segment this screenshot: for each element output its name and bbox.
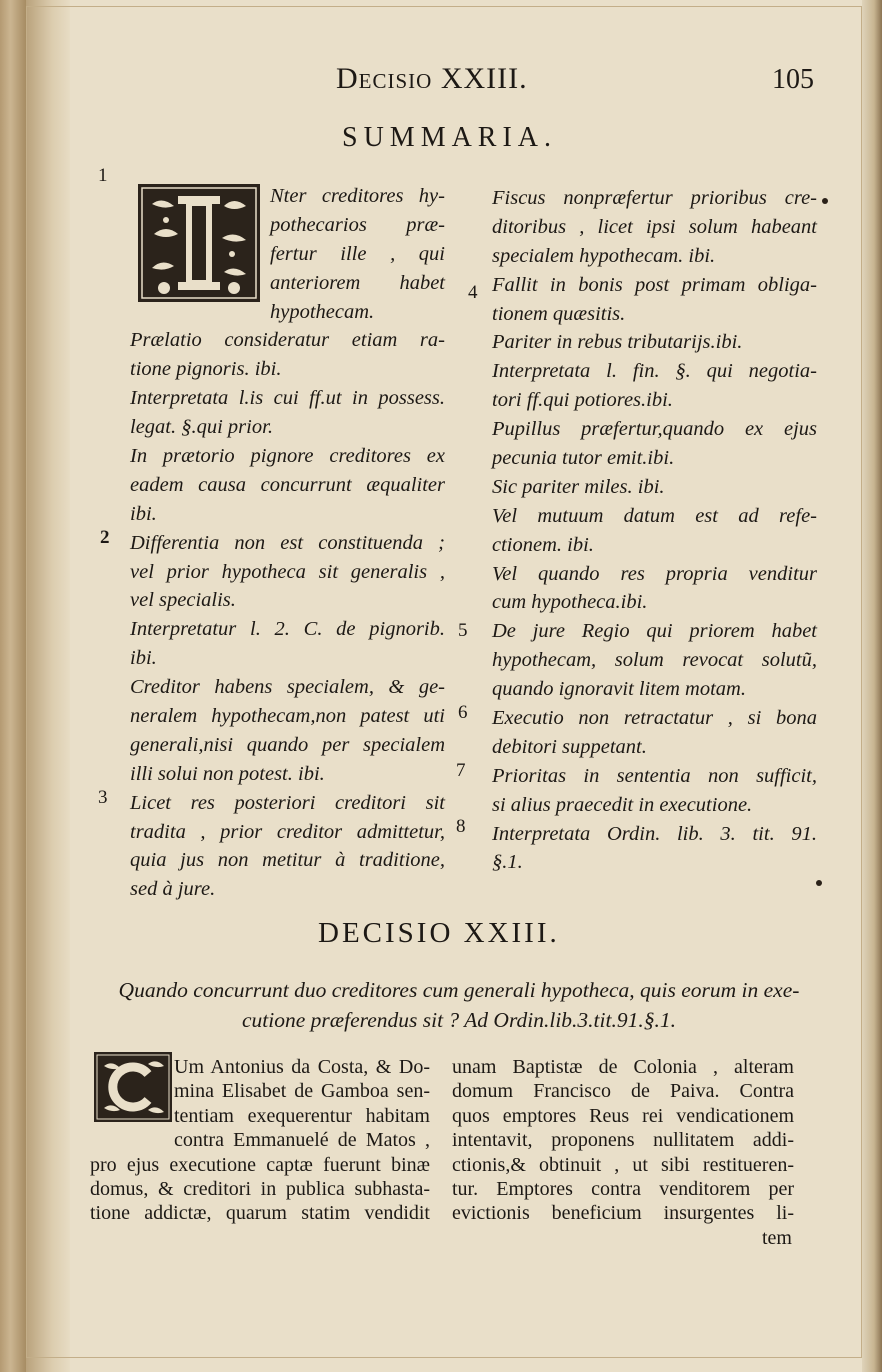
margin-number-4: 4 [468, 282, 478, 303]
margin-number-2: 2 [100, 527, 110, 548]
decision-body-left [90, 1055, 430, 1226]
summary-line: quando ignoravit litem motam. [492, 678, 746, 701]
summary-line: Interpretata l.is cui ff.ut in possess. [130, 387, 445, 410]
summary-line: De jure Regio qui priorem habet [492, 620, 817, 643]
decision-question [96, 975, 822, 1035]
summary-line: hypothecam, solum revocat solutũ, [492, 649, 817, 672]
summary-line: Pariter in rebus tributarijs.ibi. [492, 331, 743, 354]
question-line: cutione præferendus sit ? Ad Ordin.lib.3.tit.91.§.1. [242, 1008, 676, 1032]
margin-number-8: 8 [456, 816, 466, 837]
summaria-left-column [130, 182, 445, 904]
summary-line: Interpretatur l. 2. C. de pignorib. [130, 618, 445, 641]
summary-line: Vel mutuum datum est ad refe- [492, 504, 817, 527]
page-gutter [26, 0, 70, 1372]
body-line: tentiam exequerentur habitam [174, 1104, 430, 1127]
summary-line: quia jus non metitur à traditione, [130, 849, 445, 872]
summary-line: §.1. [492, 851, 523, 874]
body-line: unam Baptistæ de Colonia , alteram [452, 1056, 794, 1078]
summary-line: Fiscus nonpræfertur prioribus cre- [492, 187, 817, 209]
summary-line: Differentia non est constituenda ; [130, 531, 445, 554]
body-line: pro ejus executione captæ fuerunt binæ [90, 1153, 430, 1176]
summary-line: Prælatio consideratur etiam ra- [130, 329, 445, 352]
summary-line: Fallit in bonis post primam obliga- [492, 273, 817, 296]
body-line: tur. Emptores contra venditorem per [452, 1177, 794, 1200]
summaria-heading: SUMMARIA. [342, 122, 558, 153]
summary-line: fertur ille , qui [270, 242, 445, 265]
summary-line: ditoribus , licet ipsi solum habeant [492, 215, 817, 238]
summary-line: neralem hypothecam,non patest uti [130, 705, 445, 728]
summary-line: ibi. [130, 647, 157, 670]
summary-line: Interpretata Ordin. lib. 3. tit. 91. [492, 822, 817, 845]
catchword: tem [762, 1226, 792, 1249]
summary-line: pecunia tutor emit.ibi. [492, 447, 675, 470]
ink-speck [822, 198, 828, 204]
body-line: ctionis,& obtinuit , ut sibi restitueren- [452, 1153, 794, 1176]
summary-line: Sic pariter miles. ibi. [492, 475, 665, 498]
summary-line: eadem causa concurrunt æqualiter [130, 473, 445, 496]
summary-line: Licet res posteriori creditori sit [130, 791, 445, 814]
summary-line: specialem hypothecam. ibi. [492, 244, 716, 267]
summary-line: Creditor habens specialem, & ge- [130, 676, 445, 699]
body-line: intentavit, proponens nullitatem addi- [452, 1129, 794, 1152]
summary-line: Vel quando res propria venditur [492, 562, 817, 585]
summary-line: Prioritas in sententia non sufficit, [492, 764, 817, 787]
summary-line: sed à jure. [130, 878, 216, 901]
margin-number-5: 5 [458, 620, 468, 641]
summary-line: Pupillus præfertur,quando ex ejus [492, 418, 817, 441]
summary-line: si alius praecedit in executione. [492, 793, 753, 816]
summary-line: tori ff.qui potiores.ibi. [492, 389, 673, 412]
summary-line: Executio non retractatur , si bona [492, 707, 817, 730]
summary-line: In prætorio pignore creditores ex [130, 445, 445, 468]
page-number: 105 [772, 64, 814, 95]
summary-line: vel specialis. [130, 589, 236, 612]
summary-line: Nter creditores hy- [270, 185, 445, 207]
summary-line: pothecarios præ- [270, 213, 445, 236]
page-fore-edge [862, 0, 882, 1372]
summary-line: legat. §.qui prior. [130, 416, 273, 439]
summary-line: ibi. [130, 502, 157, 525]
body-line: quos emptores Reus rei vendicationem [452, 1104, 794, 1127]
summary-line: generali,nisi quando per specialem [130, 733, 445, 756]
book-binding-edge [0, 0, 26, 1372]
ink-speck [816, 880, 822, 886]
body-line: domum Francisco de Paiva. Contra [452, 1080, 794, 1103]
summary-line: ctionem. ibi. [492, 533, 594, 556]
summary-line: tionem quæsitis. [492, 302, 626, 325]
margin-number-3: 3 [98, 787, 108, 808]
body-line: mina Elisabet de Gamboa sen- [174, 1080, 430, 1103]
summary-line: vel prior hypotheca sit generalis , [130, 560, 445, 583]
summary-line: tradita , prior creditor admittetur, [130, 820, 445, 843]
summary-line: debitori suppetant. [492, 735, 647, 758]
body-line: Um Antonius da Costa, & Do- [174, 1056, 430, 1078]
body-line: domus, & creditori in publica subhasta- [90, 1177, 430, 1200]
summary-line: hypothecam. [270, 300, 375, 323]
question-line: Quando concurrunt duo creditores cum generali hypotheca, quis eorum in exe- [118, 978, 800, 1002]
decision-heading: DECISIO XXIII. [318, 917, 560, 949]
body-line: tione addictæ, quarum statim vendidit [90, 1202, 430, 1225]
margin-number-6: 6 [458, 702, 468, 723]
summary-line: Interpretata l. fin. §. qui negotia- [492, 360, 817, 383]
summary-line: tione pignoris. ibi. [130, 358, 282, 381]
summary-line: cum hypotheca.ibi. [492, 591, 648, 614]
margin-number-7: 7 [456, 760, 466, 781]
margin-number-1: 1 [98, 165, 108, 186]
summary-line: anteriorem habet [270, 271, 445, 294]
decision-body-right [452, 1055, 794, 1250]
summary-line: illi solui non potest. ibi. [130, 762, 325, 785]
body-line: contra Emmanuelé de Matos , [174, 1129, 430, 1152]
summaria-right-column [492, 184, 817, 877]
running-title: Decisio XXIII. [336, 62, 528, 95]
body-line: evictionis beneficium insurgentes li- [452, 1202, 794, 1225]
